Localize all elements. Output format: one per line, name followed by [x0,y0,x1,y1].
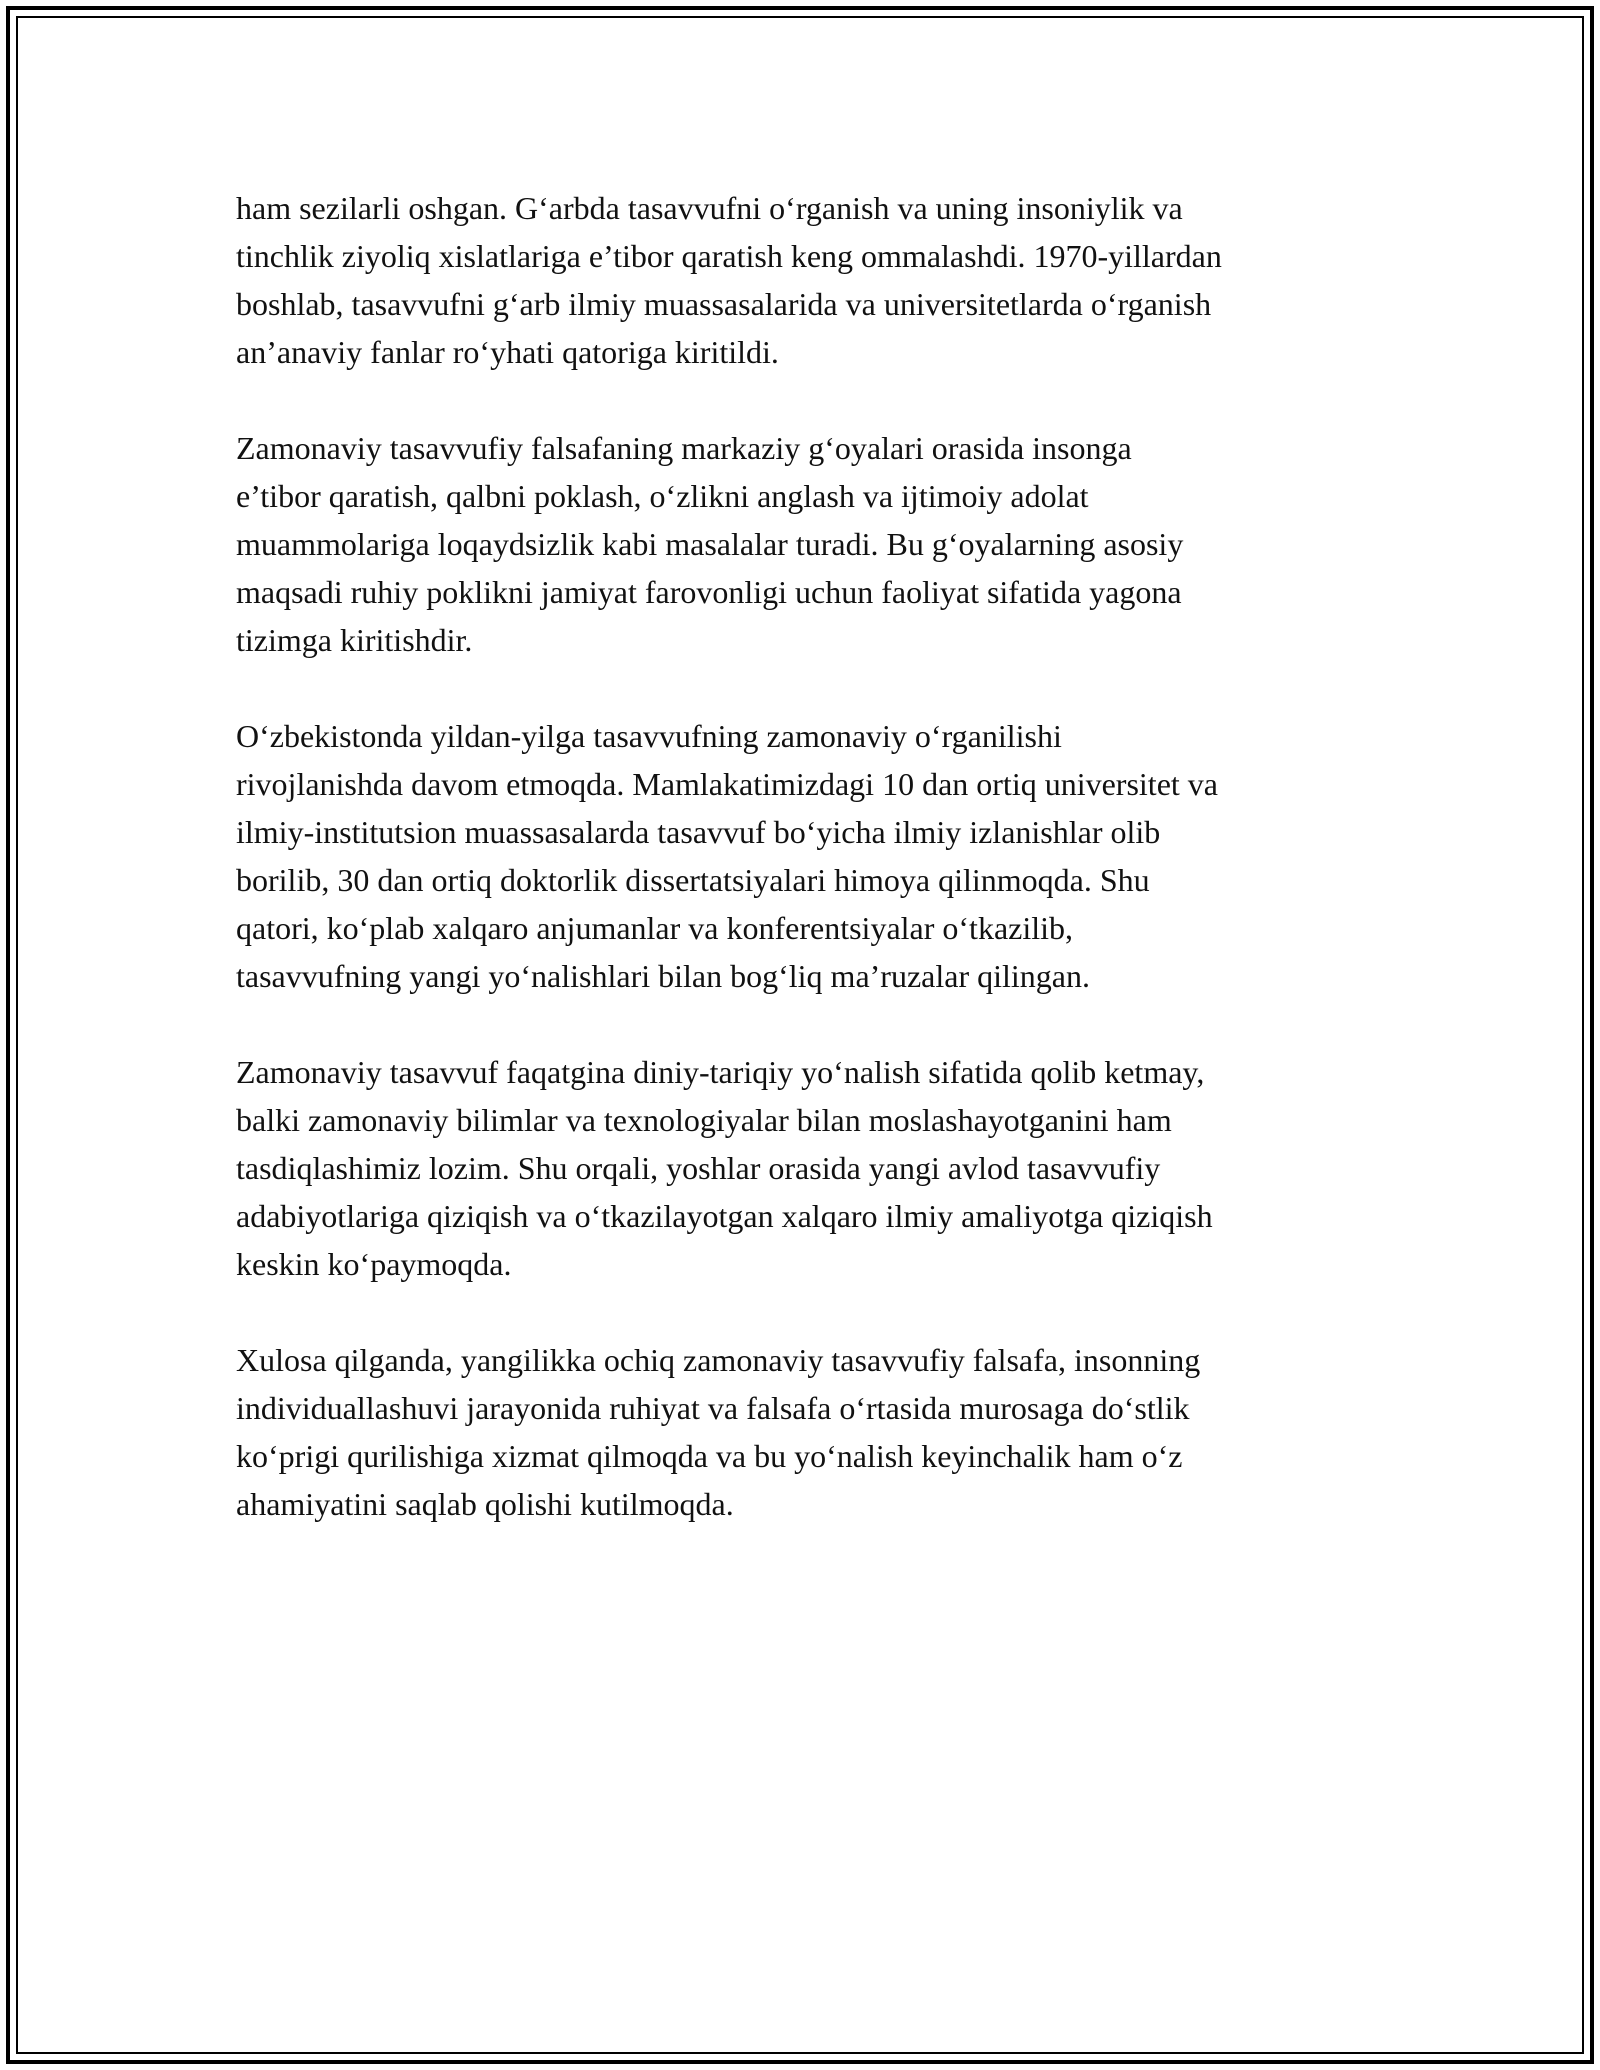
document-body [236,184,1396,1576]
paragraph-4: Zamonaviy tasavvuf faqatgina diniy-tariqiy yo‘nalish sifatida qolib ketmay, balki zamonaviy bilimlar va texnologiyalar bilan moslashayotganini ham tasdiqlashimiz lozim. Shu orqali, yoshlar orasida yangi avlod tasavvufiy adabiyotlariga qiziqish va o‘tkazilayotgan xalqaro ilmiy amaliyotga qiziqish keskin ko‘paymoqda. [236,1054,1213,1282]
paragraph-5: Xulosa qilganda, yangilikka ochiq zamonaviy tasavvufiy falsafa, insonning individuallashuvi jarayonida ruhiyat va falsafa o‘rtasida murosaga do‘stlik ko‘prigi qurilishiga xizmat qilmoqda va bu yo‘nalish keyinchalik ham o‘z ahamiyatini saqlab qolishi kutilmoqda. [236,1342,1201,1522]
paragraph-1: ham sezilarli oshgan. G‘arbda tasavvufni o‘rganish va uning insoniylik va tinchlik ziyoliq xislatlariga e’tibor qaratish keng ommalashdi. 1970-yillardan boshlab, tasavvufni g‘arb ilmiy muassasalarida va universitetlarda o‘rganish an’anaviy fanlar ro‘yhati qatoriga kiritildi. [236,190,1222,370]
paragraph-2: Zamonaviy tasavvufiy falsafaning markaziy g‘oyalari orasida insonga e’tibor qaratish, qalbni poklash, o‘zlikni anglash va ijtimoiy adolat muammolariga loqaydsizlik kabi masalalar turadi. Bu g‘oyalarning asosiy maqsadi ruhiy poklikni jamiyat farovonligi uchun faoliyat sifatida yagona tizimga kiritishdir. [236,430,1184,658]
paragraph-3: O‘zbekistonda yildan-yilga tasavvufning zamonaviy o‘rganilishi rivojlanishda davom etmoqda. Mamlakatimizdagi 10 dan ortiq universitet va ilmiy-institutsion muassasalarda tasavvuf bo‘yicha ilmiy izlanishlar olib borilib, 30 dan ortiq doktorlik dissertatsiyalari himoya qilinmoqda. Shu qatori, ko‘plab xalqaro anjumanlar va konferentsiyalar o‘tkazilib, tasavvufning yangi yo‘nalishlari bilan bog‘liq ma’ruzalar qilingan. [236,718,1218,994]
